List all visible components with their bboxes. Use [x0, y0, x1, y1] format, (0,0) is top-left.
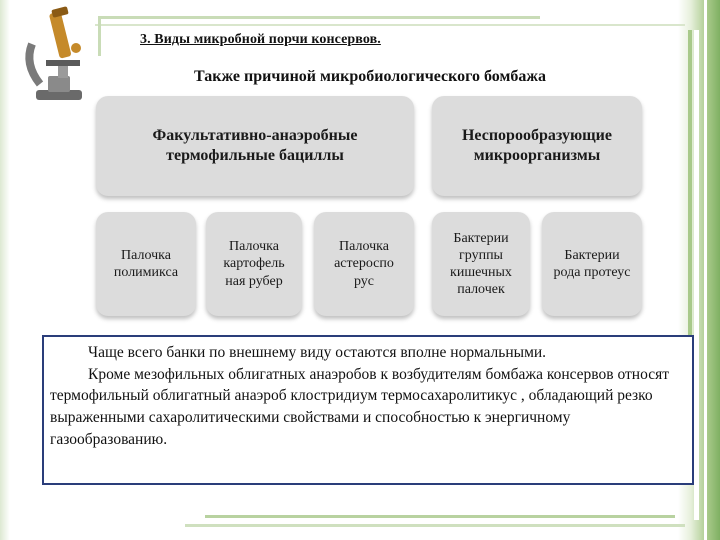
microscope-icon [18, 4, 96, 104]
organism-box [542, 212, 642, 316]
body-paragraph-2: Кроме мезофильных облигатных анаэробов к возбудителям бомбажа консервов относят термофильный облигатный анаэроб клостридиум термосахаролитикус , обладающий резко выраженными сахаролитическими свойствами и способностью к энергичному газообразованию. [50, 365, 670, 448]
slide-subtitle: Также причиной микробиологического бомбажа [194, 68, 546, 85]
organism-box [96, 212, 196, 316]
category-label: Факультативно-анаэробные термофильные бациллы [152, 127, 358, 164]
bottom-line-2 [185, 524, 685, 527]
organism-label: Бактерии группы кишечных палочек [450, 230, 512, 298]
organism-label: Палочка полимикса [113, 247, 179, 280]
organism-label: Палочка астероспо рус [334, 239, 394, 289]
left-edge-decoration [0, 0, 10, 540]
body-text-box [42, 335, 694, 485]
organism-box [314, 212, 414, 316]
bottom-line [205, 515, 675, 518]
organism-box [432, 212, 530, 316]
category-label: Неспорообразующие микроорганизмы [461, 127, 612, 164]
organism-box [206, 212, 302, 316]
slide-header: 3. Виды микробной порчи консервов. [140, 32, 381, 47]
category-box-nonspore [432, 96, 642, 196]
organism-label: Палочка картофель ная рубер [223, 239, 285, 289]
vertical-line [98, 16, 101, 56]
organism-label: Бактерии рода протеус [553, 247, 631, 280]
category-box-facultative [96, 96, 414, 196]
top-line-2 [95, 24, 685, 26]
top-line [100, 16, 540, 19]
body-paragraph-1: Чаще всего банки по внешнему виду остаются вполне нормальными. [88, 344, 547, 361]
